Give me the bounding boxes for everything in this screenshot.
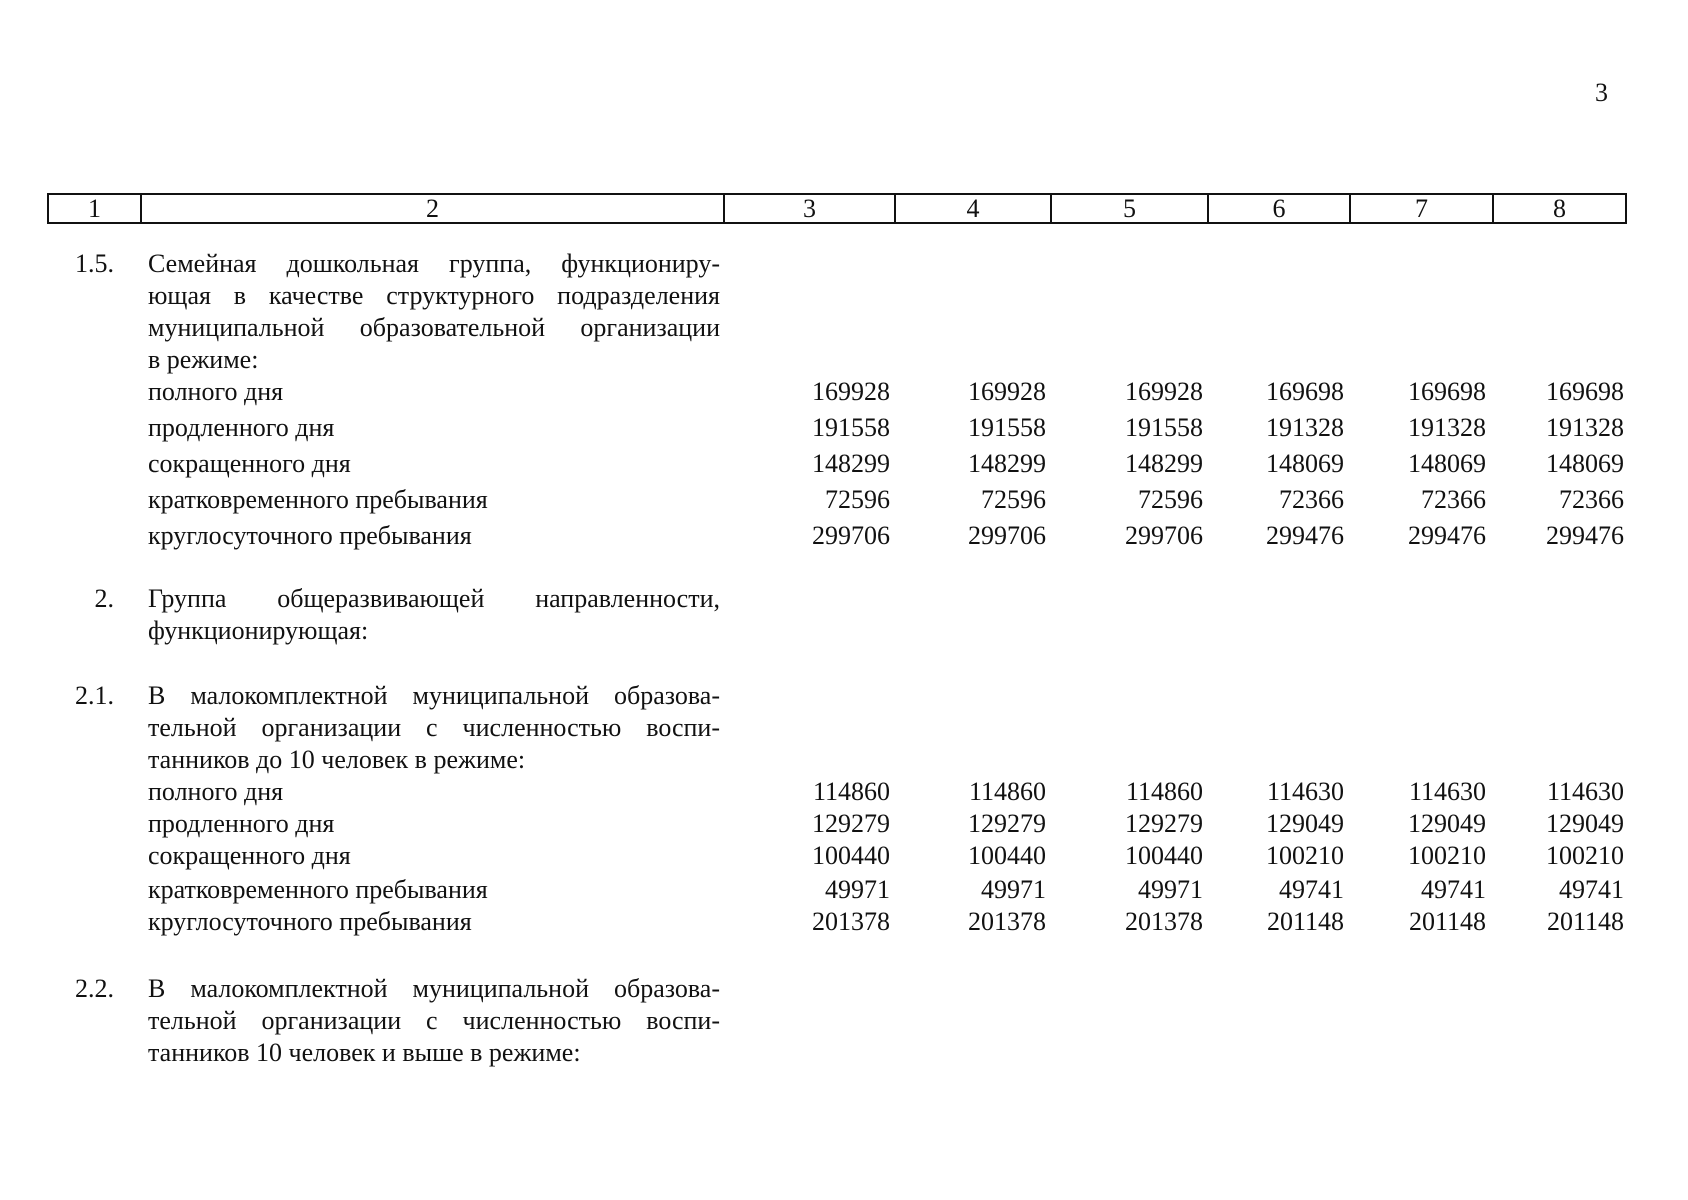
row-label: полного дня — [148, 777, 284, 806]
value-cell: 129279 — [1125, 809, 1203, 838]
value-cell: 49741 — [1279, 875, 1344, 904]
value-cell: 169928 — [1125, 377, 1203, 406]
value-cell: 49971 — [1138, 875, 1203, 904]
page-number: 3 — [1595, 78, 1608, 107]
value-cell: 201148 — [1546, 907, 1624, 936]
row-label: круглосуточного пребывания — [148, 521, 472, 550]
value-cell: 201148 — [1266, 907, 1344, 936]
value-cell: 201378 — [1125, 907, 1203, 936]
header-cell-4: 4 — [894, 195, 1050, 222]
section-text-line: В малокомплектной муниципальной образова- — [148, 681, 720, 710]
value-cell: 72596 — [825, 485, 890, 514]
section-text-line: функционирующая: — [148, 616, 369, 645]
value-cell: 191328 — [1408, 413, 1486, 442]
value-cell: 169698 — [1546, 377, 1624, 406]
value-cell: 72366 — [1421, 485, 1486, 514]
value-cell: 148299 — [968, 449, 1046, 478]
value-cell: 299476 — [1546, 521, 1624, 550]
value-cell: 49741 — [1421, 875, 1486, 904]
value-cell: 49741 — [1559, 875, 1624, 904]
value-cell: 299476 — [1266, 521, 1344, 550]
header-cell-2: 2 — [140, 195, 723, 222]
value-cell: 299706 — [812, 521, 890, 550]
section-text-line: танников 10 человек и выше в режиме: — [148, 1038, 581, 1067]
section-text-line: муниципальной образовательной организации — [148, 313, 720, 342]
section-text-line: Группа общеразвивающей направленности, — [148, 584, 720, 613]
section-number: 2.1. — [75, 681, 114, 710]
value-cell: 129279 — [968, 809, 1046, 838]
section-number: 2. — [94, 584, 114, 613]
value-cell: 100210 — [1408, 841, 1486, 870]
row-label: полного дня — [148, 377, 284, 406]
header-cell-7: 7 — [1349, 195, 1492, 222]
value-cell: 100210 — [1266, 841, 1344, 870]
value-cell: 148069 — [1408, 449, 1486, 478]
value-cell: 191558 — [968, 413, 1046, 442]
row-label: сокращенного дня — [148, 841, 351, 870]
section-number: 2.2. — [75, 974, 114, 1003]
value-cell: 49971 — [825, 875, 890, 904]
value-cell: 100440 — [968, 841, 1046, 870]
value-cell: 191558 — [812, 413, 890, 442]
section-text-line: В малокомплектной муниципальной образова- — [148, 974, 720, 1003]
header-cell-1: 1 — [88, 194, 101, 223]
section-text-line: тельной организации с численностью воспи- — [148, 713, 720, 742]
value-cell: 299476 — [1408, 521, 1486, 550]
value-cell: 148069 — [1266, 449, 1344, 478]
value-cell: 114860 — [1125, 777, 1203, 806]
section-text-line: ющая в качестве структурного подразделения — [148, 281, 720, 310]
section-number: 1.5. — [75, 249, 114, 278]
value-cell: 72366 — [1279, 485, 1344, 514]
column-number-header — [47, 193, 1627, 224]
section-text-line: тельной организации с численностью воспи- — [148, 1006, 720, 1035]
value-cell: 114860 — [812, 777, 890, 806]
row-label: кратковременного пребывания — [148, 485, 488, 514]
value-cell: 191328 — [1546, 413, 1624, 442]
value-cell: 129049 — [1266, 809, 1344, 838]
header-cell-3: 3 — [723, 195, 894, 222]
header-cell-8: 8 — [1492, 195, 1625, 222]
value-cell: 191328 — [1266, 413, 1344, 442]
value-cell: 201148 — [1408, 907, 1486, 936]
section-text-line: Семейная дошкольная группа, функциониру- — [148, 249, 720, 278]
value-cell: 169928 — [968, 377, 1046, 406]
value-cell: 191558 — [1125, 413, 1203, 442]
value-cell: 129049 — [1408, 809, 1486, 838]
value-cell: 72366 — [1559, 485, 1624, 514]
value-cell: 169698 — [1266, 377, 1344, 406]
value-cell: 72596 — [981, 485, 1046, 514]
row-label: продленного дня — [148, 413, 335, 442]
value-cell: 100440 — [812, 841, 890, 870]
header-cell-5: 5 — [1050, 195, 1207, 222]
value-cell: 299706 — [1125, 521, 1203, 550]
value-cell: 201378 — [968, 907, 1046, 936]
value-cell: 148069 — [1546, 449, 1624, 478]
header-cell-6: 6 — [1207, 195, 1349, 222]
row-label: сокращенного дня — [148, 449, 351, 478]
value-cell: 201378 — [812, 907, 890, 936]
value-cell: 169928 — [812, 377, 890, 406]
row-label: кратковременного пребывания — [148, 875, 488, 904]
section-text-line: в режиме: — [148, 345, 259, 374]
value-cell: 100440 — [1125, 841, 1203, 870]
value-cell: 49971 — [981, 875, 1046, 904]
value-cell: 169698 — [1408, 377, 1486, 406]
value-cell: 114630 — [1266, 777, 1344, 806]
row-label: круглосуточного пребывания — [148, 907, 472, 936]
value-cell: 114630 — [1408, 777, 1486, 806]
value-cell: 129049 — [1546, 809, 1624, 838]
value-cell: 129279 — [812, 809, 890, 838]
value-cell: 100210 — [1546, 841, 1624, 870]
row-label: продленного дня — [148, 809, 335, 838]
value-cell: 299706 — [968, 521, 1046, 550]
value-cell: 114860 — [968, 777, 1046, 806]
value-cell: 148299 — [1125, 449, 1203, 478]
value-cell: 114630 — [1546, 777, 1624, 806]
value-cell: 148299 — [812, 449, 890, 478]
value-cell: 72596 — [1138, 485, 1203, 514]
section-text-line: танников до 10 человек в режиме: — [148, 745, 526, 774]
